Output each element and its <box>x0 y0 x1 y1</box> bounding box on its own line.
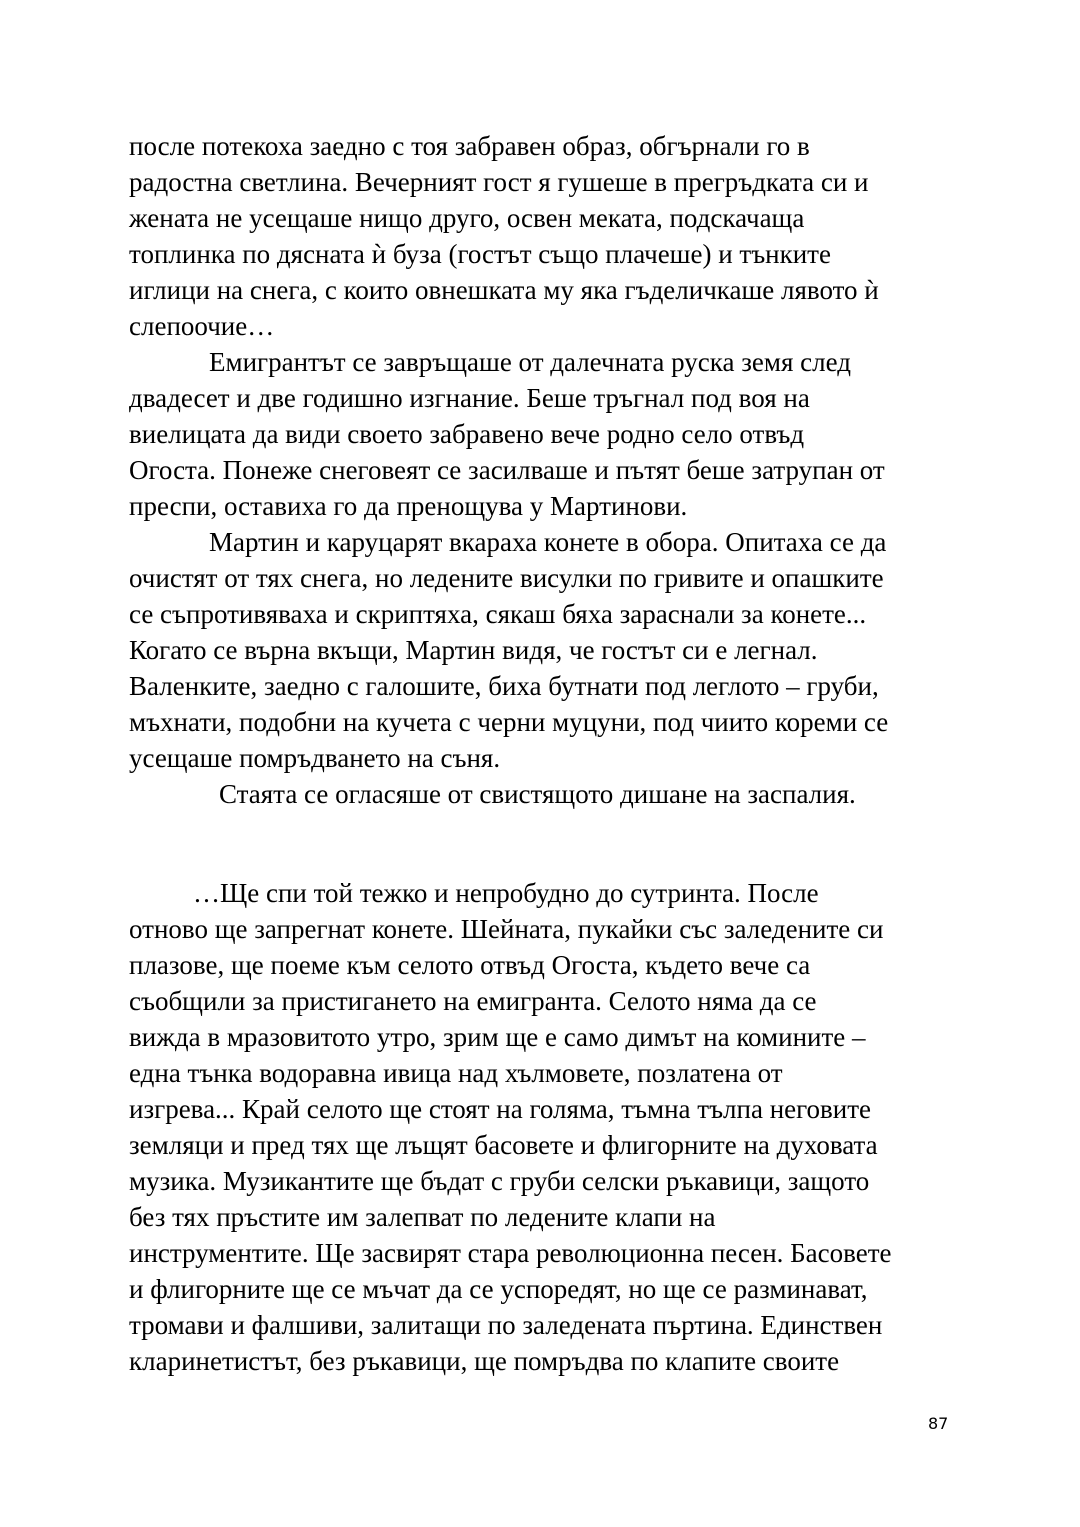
text-line: очистят от тях снега, но ледените висулки по гривите и опашките <box>129 563 884 593</box>
text-line: изгрева... Край селото ще стоят на голяма, тъмна тълпа неговите <box>129 1094 872 1124</box>
text-line: радостна светлина. Вечерният гост я гушеше в прегръдката си и <box>129 167 869 197</box>
paragraph-first-line: Мартин и каруцарят вкараха конете в обора. Опитаха се да <box>209 527 887 557</box>
text-line: преспи, оставиха го да пренощува у Мартинови. <box>129 491 688 521</box>
text-line: Валенките, заедно с галошите, биха бутнати под леглото – груби, <box>129 671 879 701</box>
text-line: виелицата да види своето забравено вече родно село отвъд <box>129 419 805 449</box>
text-line: топлинка по дясната ѝ буза (гостът също плачеше) и тънките <box>129 239 831 269</box>
text-line: отново ще запрегнат конете. Шейната, пукайки със заледените си <box>129 914 884 944</box>
text-section-2 <box>129 875 959 1379</box>
paragraph-first-line: Емигрантът се завръщаше от далечната руска земя след <box>209 347 851 377</box>
paragraph-first-line: Стаята се огласяше от свистящото дишане на заспалия. <box>219 779 856 809</box>
page-number: 87 <box>928 1414 949 1433</box>
text-line: иглици на снега, с които овнешката му яка гъделичкаше лявото ѝ <box>129 275 879 305</box>
text-line: вижда в мразовитото утро, зрим ще е само димът на комините – <box>129 1022 866 1052</box>
text-line: тромави и фалшиви, залитащи по заледената пъртина. Единствен <box>129 1310 883 1340</box>
text-line: Когато се върна вкъщи, Мартин видя, че гостът си е легнал. <box>129 635 818 665</box>
text-line: музика. Музикантите ще бъдат с груби селски ръкавици, защото <box>129 1166 870 1196</box>
text-line: плазове, ще поеме към селото отвъд Огоста, където вече са <box>129 950 811 980</box>
text-line: мъхнати, подобни на кучета с черни муцуни, под чиито кореми се <box>129 707 889 737</box>
text-section-1 <box>129 128 959 812</box>
text-line: слепоочие… <box>129 311 275 341</box>
text-line: кларинетистът, без ръкавици, ще помръдва по клапите своите <box>129 1346 840 1376</box>
text-line: и флигорните ще се мъчат да се успоредят, но ще се разминават, <box>129 1274 868 1304</box>
text-line: усещаше помръдването на съня. <box>129 743 501 773</box>
paragraph-first-line: …Ще спи той тежко и непробудно до сутринта. После <box>193 878 819 908</box>
text-line: без тях пръстите им залепват по ледените клапи на <box>129 1202 716 1232</box>
text-line: една тънка водоравна ивица над хълмовете, позлатена от <box>129 1058 783 1088</box>
text-line: инструментите. Ще засвирят стара революционна песен. Басовете <box>129 1238 892 1268</box>
text-line: двадесет и две годишно изгнание. Беше тръгнал под воя на <box>129 383 810 413</box>
text-line: жената не усещаше нищо друго, освен меката, подскачаща <box>129 203 805 233</box>
text-line: земляци и пред тях ще лъщят басовете и флигорните на духовата <box>129 1130 878 1160</box>
text-line: после потекоха заедно с тоя забравен образ, обгърнали го в <box>129 131 810 161</box>
text-line: Огоста. Понеже снеговеят се засилваше и пътят беше затрупан от <box>129 455 885 485</box>
text-line: се съпротивяваха и скриптяха, сякаш бяха зараснали за конете... <box>129 599 867 629</box>
text-line: съобщили за пристигането на емигранта. Селото няма да се <box>129 986 817 1016</box>
